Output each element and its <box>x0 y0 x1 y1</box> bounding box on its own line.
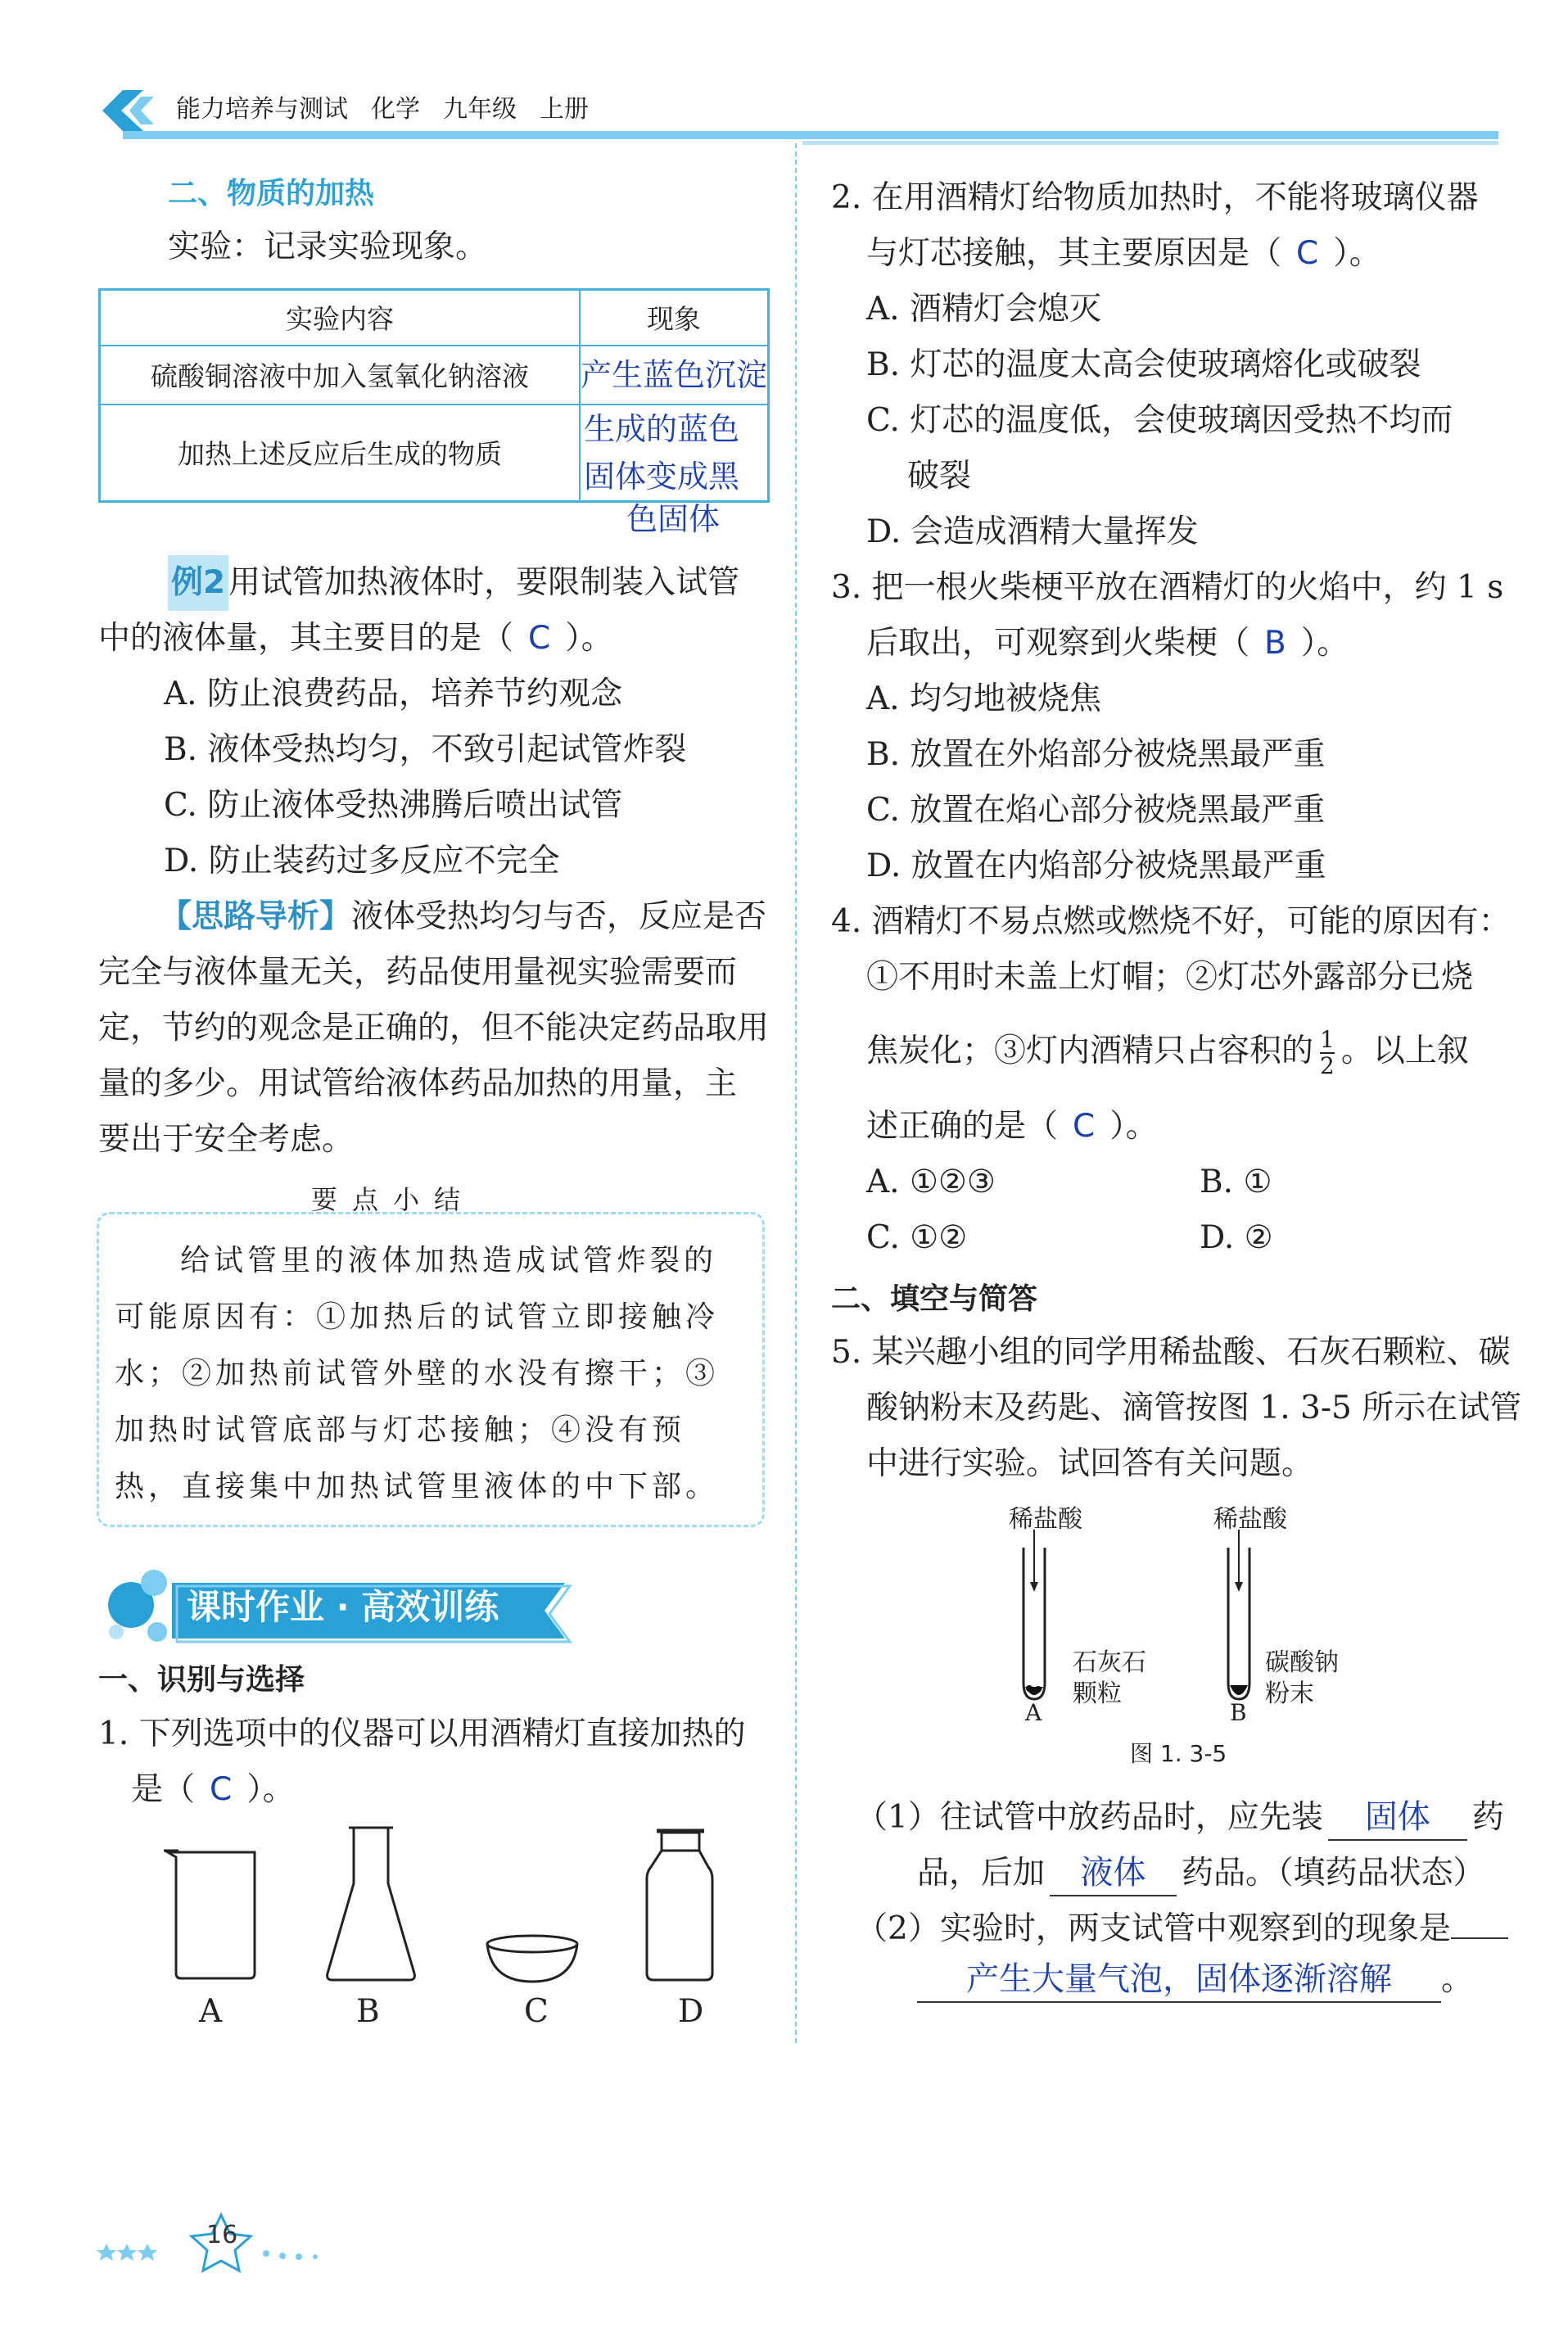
summary-text: 给试管里的液体加热造成试管炸裂的可能原因有：①加热后的试管立即接触冷水；②加热前试管外壁的水没有擦干；③加热时试管底部与灯芯接触；④没有预热，直接集中加热试管里液体的中下部。 <box>115 1244 720 1503</box>
stem-text: 后取出，可观察到火柴梗（ <box>866 625 1250 662</box>
q2-line2 <box>866 226 1381 282</box>
handwritten-answer: 产生蓝色沉淀 <box>580 346 769 405</box>
stem-text: 品，后加 <box>917 1855 1046 1892</box>
summary-title: 要点小结 <box>311 1184 476 1215</box>
option: A. 均匀地被烧焦 <box>866 680 1101 717</box>
apparatus-label: C <box>524 1993 549 2030</box>
fill-answer: 液体 <box>1050 1851 1177 1896</box>
option: A. ①②③ <box>866 1164 996 1200</box>
answer-line: 固体变成黑 <box>583 458 739 495</box>
dot-icon <box>279 2253 286 2259</box>
q3-line2 <box>866 616 1349 671</box>
q5-line1: 5. 某兴趣小组的同学用稀盐酸、石灰石颗粒、碳 <box>831 1334 1511 1371</box>
q5-sub1-line2 <box>917 1846 1485 1901</box>
running-header <box>176 88 612 124</box>
option: B. ① <box>1200 1164 1272 1200</box>
stem-text: 中的液体量，其主要目的是（ <box>98 620 514 657</box>
answer-choice: C <box>528 620 551 657</box>
q4-line1: 4. 酒精灯不易点燃或燃烧不好，可能的原因有： <box>831 903 1511 940</box>
analysis-line: 完全与液体量无关，药品使用量视实验需要而 <box>98 954 738 991</box>
figure-label: 稀盐酸 <box>1213 1505 1287 1534</box>
analysis-text: 液体受热均匀与否，反应是否 <box>351 898 767 935</box>
q4-line3 <box>866 1024 1469 1079</box>
reagent-bottle-icon <box>647 1831 712 1980</box>
option: B. 液体受热均匀，不致引起试管炸裂 <box>164 731 687 768</box>
option: B. 灯芯的温度太高会使玻璃熔化或破裂 <box>866 346 1421 383</box>
figure-caption: 图 1. 3-5 <box>1130 1740 1227 1767</box>
fraction-denominator: 2 <box>1320 1052 1335 1079</box>
experiment-intro: 实验：记录实验现象。 <box>168 228 488 265</box>
option: D. 防止装药过多反应不完全 <box>164 843 560 879</box>
example2-stem <box>168 555 739 611</box>
stem-text: ）。 <box>565 620 613 657</box>
header-rule <box>123 131 1498 139</box>
option: C. 灯芯的温度低，会使玻璃因受热不均而 <box>866 402 1453 439</box>
evaporating-dish-icon <box>487 1936 577 1982</box>
table-row <box>100 346 769 405</box>
test-tube-b-icon <box>1228 1530 1249 1699</box>
figure-label-line: 石灰石 <box>1073 1648 1146 1677</box>
dot-icon <box>313 2254 318 2259</box>
stem-text: 药品。（填药品状态） <box>1182 1855 1485 1892</box>
q5-sub1 <box>856 1790 1504 1846</box>
stem-text: 。以上叙 <box>1340 1033 1469 1069</box>
answer-choice: B <box>1264 625 1286 662</box>
test-tube-a-icon <box>1023 1530 1045 1699</box>
part-title: 二、填空与简答 <box>831 1282 1038 1316</box>
handwritten-answer-overflow: 色固体 <box>626 501 721 537</box>
header-volume: 上册 <box>540 95 589 124</box>
q4-line4 <box>866 1099 1158 1155</box>
beaker-icon <box>164 1851 255 1978</box>
banner-title: 课时作业 · 高效训练 <box>187 1587 499 1627</box>
analysis-line: 定，节约的观念是正确的，但不能决定药品取用 <box>98 1010 770 1046</box>
figure-label-line: 碳酸钠 <box>1265 1648 1339 1677</box>
fill-blank <box>1451 1937 1508 1939</box>
figure-label <box>1073 1648 1146 1710</box>
stem-text: （1）往试管中放药品时，应先装 <box>856 1799 1323 1836</box>
page-number: 16 <box>206 2221 238 2249</box>
stem-text: ）。 <box>1109 1108 1158 1145</box>
figure-label-line: 颗粒 <box>1073 1679 1122 1708</box>
q4-line2: ①不用时未盖上灯帽；②灯芯外露部分已烧 <box>866 959 1474 996</box>
star-icon <box>117 2244 137 2261</box>
conical-flask-icon <box>328 1828 415 1980</box>
apparatus-label: B <box>356 1993 380 2030</box>
figure-label: A <box>1025 1699 1042 1726</box>
answer-line: 生成的蓝色 <box>583 410 739 447</box>
option: C. ①② <box>866 1219 968 1256</box>
q5-sub2-line2 <box>917 1952 1473 2008</box>
part-title: 一、识别与选择 <box>98 1663 305 1697</box>
figure-label: 稀盐酸 <box>1009 1505 1082 1534</box>
option: A. 酒精灯会熄灭 <box>866 291 1101 328</box>
header-rule-thin <box>802 141 1498 145</box>
table-cell: 硫酸铜溶液中加入氢氧化钠溶液 <box>100 346 580 405</box>
stem-text: ）。 <box>1333 235 1381 272</box>
q5-sub2 <box>856 1901 1508 1957</box>
answer-choice: C <box>1296 235 1319 272</box>
star-icon <box>138 2244 157 2261</box>
q5-line2: 酸钠粉末及药匙、滴管按图 1. 3-5 所示在试管 <box>866 1390 1522 1426</box>
fraction-numerator: 1 <box>1320 1026 1335 1053</box>
stem-text: 药 <box>1471 1799 1504 1836</box>
table-header-phenomenon: 现象 <box>580 290 769 346</box>
table-cell: 加热上述反应后生成的物质 <box>100 405 580 502</box>
column-divider <box>795 143 797 2043</box>
experiment-table <box>98 288 770 503</box>
option: D. 会造成酒精大量挥发 <box>866 513 1199 550</box>
figure-label <box>1265 1648 1339 1710</box>
q2-line1: 2. 在用酒精灯给物质加热时，不能将玻璃仪器 <box>831 179 1479 216</box>
option-cont: 破裂 <box>907 458 972 495</box>
header-grade: 九年级 <box>443 95 517 124</box>
q1-line2 <box>131 1762 295 1818</box>
fill-answer: 产生大量气泡，固体逐渐溶解 <box>917 1957 1441 2003</box>
fill-answer: 固体 <box>1328 1795 1467 1841</box>
figure-label: B <box>1230 1699 1247 1726</box>
dot-icon <box>296 2253 302 2260</box>
header-chevron-icon <box>98 90 156 131</box>
q5-line3: 中进行实验。试回答有关问题。 <box>866 1445 1314 1482</box>
example2-stem-line2 <box>98 611 613 667</box>
handwritten-answer <box>580 405 769 502</box>
apparatus-figure <box>156 1818 745 1998</box>
header-subject: 化学 <box>371 95 420 124</box>
stem-text: 与灯芯接触，其主要原因是（ <box>866 235 1282 272</box>
apparatus-label: D <box>678 1993 704 2030</box>
fraction <box>1320 1028 1335 1078</box>
q3-line1: 3. 把一根火柴梗平放在酒精灯的火焰中，约 1 s <box>831 569 1504 606</box>
option: D. ② <box>1200 1219 1273 1256</box>
table-header-content: 实验内容 <box>100 290 580 346</box>
option: C. 防止液体受热沸腾后喷出试管 <box>164 787 623 824</box>
apparatus-label: A <box>199 1993 223 2030</box>
option: B. 放置在外焰部分被烧黑最严重 <box>866 736 1326 773</box>
stem-text: 焦炭化；③灯内酒精只占容积的 <box>866 1033 1314 1069</box>
answer-choice: C <box>1073 1108 1096 1145</box>
stem-text: 述正确的是（ <box>866 1108 1059 1145</box>
analysis-line: 量的多少。用试管给液体药品加热的用量，主 <box>98 1065 738 1102</box>
stem-text: ）。 <box>246 1771 295 1808</box>
answer-choice: C <box>210 1771 233 1808</box>
q1-line1: 1. 下列选项中的仪器可以用酒精灯直接加热的 <box>98 1715 746 1752</box>
dot-icon <box>263 2250 269 2257</box>
stem-text: ）。 <box>1300 625 1349 662</box>
stem-text: 是（ <box>131 1771 196 1808</box>
option: D. 放置在内焰部分被烧黑最严重 <box>866 848 1326 884</box>
table-row <box>100 405 769 502</box>
star-icon <box>97 2244 116 2261</box>
header-book: 能力培养与测试 <box>176 95 348 124</box>
analysis-line: 要出于安全考虑。 <box>98 1121 355 1158</box>
figure-label-line: 粉末 <box>1265 1679 1314 1708</box>
option: A. 防止浪费药品，培养节约观念 <box>164 676 622 712</box>
analysis-tag: 【思路导析】 <box>160 898 352 935</box>
analysis-line <box>160 889 766 945</box>
example2-line1: 用试管加热液体时，要限制装入试管 <box>228 564 740 601</box>
stem-text: 。 <box>1441 1961 1474 1998</box>
option: C. 放置在焰心部分被烧黑最严重 <box>866 792 1326 829</box>
section-title: 二、物质的加热 <box>168 177 375 210</box>
stem-text: （2）实验时，两支试管中观察到的现象是 <box>856 1910 1451 1947</box>
example-tag: 例2 <box>168 555 228 611</box>
